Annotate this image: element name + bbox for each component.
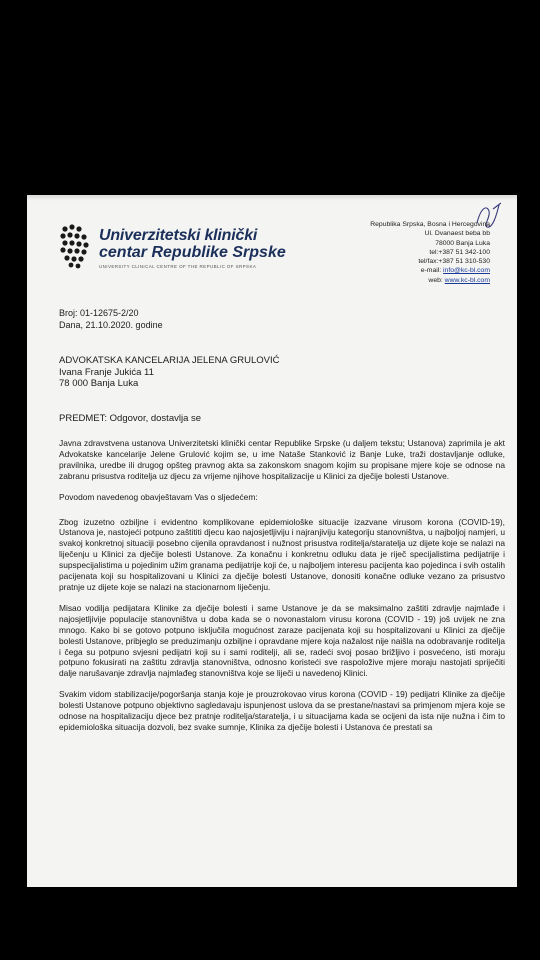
document-number: Broj: 01-12675-2/20: [59, 308, 139, 318]
logo-dots-icon: [59, 221, 95, 269]
recipient-name: ADVOKATSKA KANCELARIJA JELENA GRULOVIĆ: [59, 355, 280, 366]
recipient-street: Ivana Franje Jukića 11: [59, 366, 154, 378]
email-label: e-mail:: [420, 267, 442, 275]
recipient-block: [59, 355, 280, 390]
address-web-row: [370, 276, 490, 285]
web-label: web:: [428, 276, 443, 284]
paragraph: Svakim vidom stabilizacije/pogoršanja stanja koje je prouzrokovao virus korona (COVID - 19) pedijatri Klinike za dječije bolesti Ustanove potpuno objektivno sagledavaju ispunjenost uslova da se prestane/nastavi sa primjenom mjera koje se odnose na hospitalizaciju djece bez pratnje roditelja/staratelja, i u situacijama kada se ocijeni da ista nije nužna i čim to epidemiološka situacija dozvoli, bez svake sumnje, Klinika za dječije bolesti i Ustanova će prestati sa: [59, 689, 505, 732]
paragraph: Misao vodilja pedijatara Klinike za dječije bolesti i same Ustanove je da se maksimalno zaštiti zdravlje najmlađe i najosjetljivije populacije stanovništva u doba kada se o novonastalom virusu korona (COVID - 19) još uvijek ne zna mnogo. Kako bi se gotovo potpuno isključila mogućnost zaraze pacijenata koji su hospitalizovani u Klinici za dječije bolesti Ustanove, pribjeglo se preduzimanju ozbiljne i opravdane mjere koja nažalost nije naišla na odobravanje roditelja i čega su potpuno svjesni pedijatri koji su i sami roditelji, ali se, radeći svoj posao brižljivo i posvećeno, isti moraju potpuno fokusirati na zaštitu zdravlja stanovništva, odnosno koristeći sve raspoložive mjere moraju nastojati spriječiti dalje narušavanje zdravlja najmlađeg stanovništva koje se liječi u navedenoj Klinici.: [59, 602, 505, 679]
document-date: Dana, 21.10.2020. godine: [59, 319, 163, 330]
address-country: Republika Srpska, Bosna i Hercegovina: [370, 221, 490, 228]
paragraph: Javna zdravstvena ustanova Univerzitetski klinički centar Republike Srpske (u daljem tekstu; Ustanova) zaprimila je akt Advokatske kancelarije Jelene Grulović kojim se, u ime Nataše Stanković iz Banje Luke, traži dostavljanje odluke, pravilnika, uredbe ili drugog opšteg pravnog akta sa zakonskom snagom kojim su propisane mjere koje se odnose na zabranu prisustva roditelja uz djecu za vrijeme njihove hospitalizacije u Klinici za dječije bolesti Ustanove.: [59, 438, 505, 481]
logo-tagline: UNIVERSITY CLINICAL CENTRE OF THE REPUBLIC OF SRPSKA: [99, 264, 257, 269]
email-link[interactable]: info@kc-bl.com: [443, 267, 490, 275]
address-tel: tel:+387 51 342-100: [429, 248, 490, 256]
web-link[interactable]: www.kc-bl.com: [444, 276, 490, 284]
paragraph: Zbog izuzetno ozbiljne i evidentno komplikovane epidemiološke situacije izazvane virusom korona (COVID-19), Ustanova je, nastojeći potpuno zaštititi djecu kao najosjetljiviju i najranjiviju kategoriju stanovništva, u najboljoj namjeri, u svakoj konkretnoj situaciji posebno cijenila opravdanost i nužnost prisustva roditelja/staratelja uz dijete koje se nalazi na liječenju u Klinici za dječije bolesti Ustanove. Za konačnu i konkretnu odluku data je riječ specijalistima pedijatrije i supspecijalistima u pojedinim užim granama pedijatrije koji će, u najboljem interesu pacijenta kao pojedinca i svih ostalih pacijenata koji su hospitalizovani u Klinici za dječije bolesti Ustanove, donositi konačne odluke vezano za prisustvo pratnje uz dijete koje se nalazi na stacionarnom liječenju.: [59, 516, 505, 592]
hospital-address: [370, 220, 490, 285]
address-city: 78000 Banja Luka: [435, 239, 490, 247]
subject-line: PREDMET: Odgovor, dostavlja se: [59, 413, 202, 424]
address-street: Ul. Dvanaest beba bb: [424, 230, 490, 238]
document-meta: [59, 308, 163, 331]
letter-body: [59, 438, 505, 743]
document-page: [27, 195, 517, 887]
hospital-logo: [59, 217, 289, 269]
address-fax: tel/fax:+387 51 310-530: [418, 258, 490, 266]
paragraph: Povodom navedenog obavještavam Vas o sljedećem:: [59, 491, 258, 502]
logo-line2: centar Republike Srpske: [99, 244, 286, 261]
address-email-row: [370, 266, 490, 275]
logo-line1: Univerzitetski klinički: [99, 227, 258, 244]
recipient-city: 78 000 Banja Luka: [59, 378, 139, 389]
